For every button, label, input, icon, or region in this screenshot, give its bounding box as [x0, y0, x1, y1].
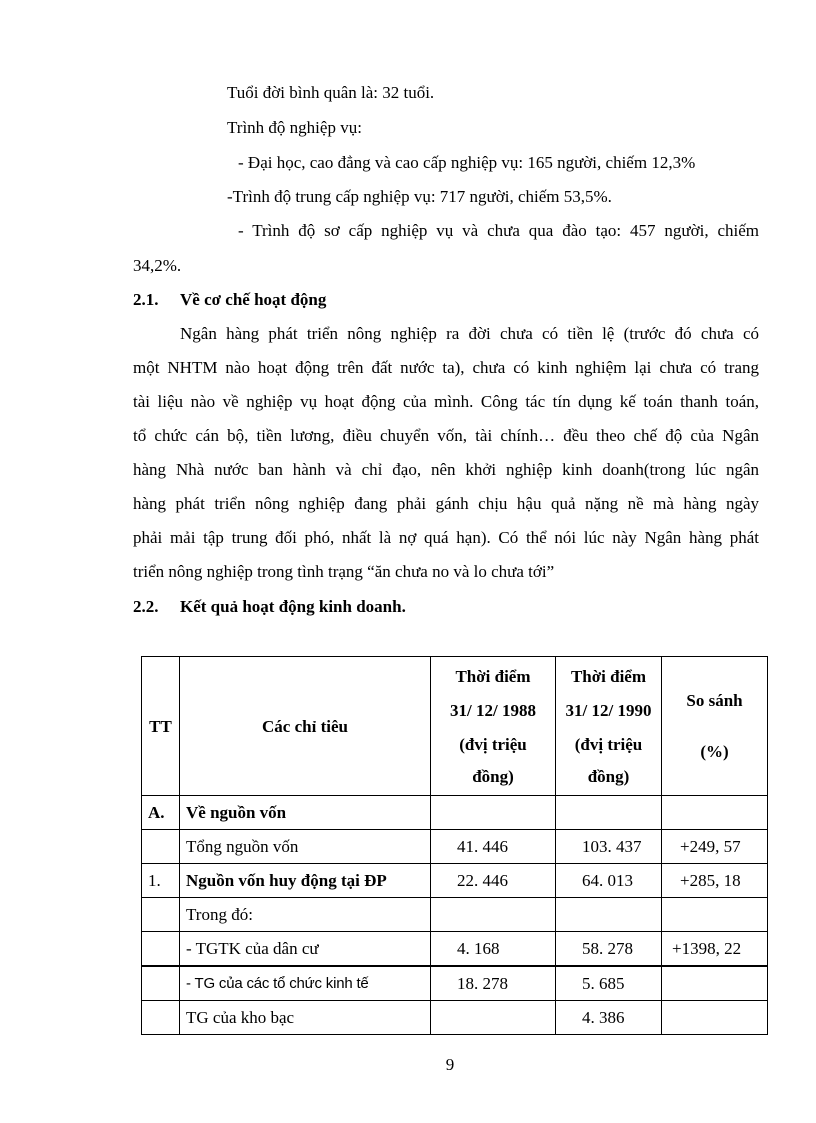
header-tt: TT — [142, 657, 180, 796]
cell-1990: 4. 386 — [556, 1001, 662, 1035]
cell-tt: A. — [142, 796, 180, 830]
cell-label: - TG của các tổ chức kinh tế — [180, 966, 431, 1001]
header-1990-line: Thời điểm — [570, 666, 647, 686]
header-1988-line: 31/ 12/ 1988 — [450, 700, 536, 720]
table-row — [142, 966, 768, 1001]
results-table — [141, 656, 768, 1035]
cell-compare — [662, 966, 768, 1001]
cell-label: - TGTK của dân cư — [180, 932, 431, 967]
skill-line-3a: - Trình độ sơ cấp nghiệp vụ và chưa qua đào tạo: 457 người, chiếm — [238, 221, 759, 240]
table-row — [142, 864, 768, 898]
header-1988 — [431, 657, 556, 796]
cell-1988: 18. 278 — [431, 966, 556, 1001]
table-row — [142, 898, 768, 932]
section-21-title: Về cơ chế hoạt động — [180, 290, 327, 309]
cell-compare — [662, 1001, 768, 1035]
header-1990-line: đồng) — [587, 766, 630, 786]
header-indicator: Các chỉ tiêu — [180, 657, 431, 796]
table-header-row — [142, 657, 768, 796]
table-row — [142, 796, 768, 830]
cell-tt — [142, 966, 180, 1001]
section-21-number: 2.1. — [133, 290, 159, 309]
cell-tt: 1. — [142, 864, 180, 898]
cell-1990 — [556, 796, 662, 830]
cell-1988 — [431, 796, 556, 830]
cell-label: TG của kho bạc — [180, 1001, 431, 1035]
paragraph-line: hàng Nhà nước ban hành và chỉ đạo, nên khởi nghiệp kinh doanh(trong lúc ngân — [133, 460, 759, 479]
section-22-heading — [133, 597, 406, 617]
cell-1988: 4. 168 — [431, 932, 556, 967]
cell-compare — [662, 796, 768, 830]
table-row — [142, 1001, 768, 1035]
page-number: 9 — [445, 1055, 455, 1074]
cell-tt — [142, 1001, 180, 1035]
table-row — [142, 830, 768, 864]
cell-1988 — [431, 898, 556, 932]
paragraph-line: hàng phát triển nông nghiệp đang phải gánh chịu hậu quả nặng nề mà hàng ngày — [133, 494, 759, 513]
paragraph-line: Ngân hàng phát triển nông nghiệp ra đời chưa có tiền lệ (trước đó chưa có — [180, 324, 759, 343]
cell-label: Trong đó: — [180, 898, 431, 932]
header-compare-line: (%) — [700, 742, 729, 761]
section-21-heading — [133, 290, 326, 310]
cell-1990: 103. 437 — [556, 830, 662, 864]
cell-1990: 64. 013 — [556, 864, 662, 898]
cell-1990: 58. 278 — [556, 932, 662, 967]
header-1988-line: (đvị triệu — [459, 734, 527, 754]
cell-compare: +249, 57 — [662, 830, 768, 864]
cell-tt — [142, 932, 180, 967]
cell-compare — [662, 898, 768, 932]
cell-tt — [142, 830, 180, 864]
cell-label: Nguồn vốn huy động tại ĐP — [180, 864, 431, 898]
cell-1990 — [556, 898, 662, 932]
paragraph-line: triển nông nghiệp trong tình trạng “ăn chưa no và lo chưa tới” — [133, 562, 555, 581]
paragraph-line: phải mải tập trung đối phó, nhất là nợ quá hạn). Có thể nói lúc này Ngân hàng phát — [133, 528, 759, 547]
cell-1990: 5. 685 — [556, 966, 662, 1001]
header-1988-line: Thời điểm — [455, 666, 531, 686]
table-row — [142, 932, 768, 967]
paragraph-line: tổ chức cán bộ, tiền lương, điều chuyển vốn, tài chính… đều theo chế độ của Ngân — [133, 426, 759, 445]
header-compare — [662, 657, 768, 796]
section-22-number: 2.2. — [133, 597, 159, 616]
cell-compare: +285, 18 — [662, 864, 768, 898]
paragraph-line: một NHTM nào hoạt động trên đất nước ta), chưa có kinh nghiệm lại chưa có trang — [133, 358, 759, 377]
header-1990 — [556, 657, 662, 796]
section-22-title: Kết quả hoạt động kinh doanh. — [180, 597, 406, 616]
header-1990-line: (đvị triệu — [574, 734, 643, 754]
cell-label: Tổng nguồn vốn — [180, 830, 431, 864]
skill-line-3b: 34,2%. — [133, 256, 182, 275]
header-1990-line: 31/ 12/ 1990 — [565, 700, 652, 720]
cell-compare: +1398, 22 — [662, 932, 768, 967]
skill-line-1: - Đại học, cao đẳng và cao cấp nghiệp vụ: 165 người, chiếm 12,3% — [238, 153, 696, 172]
header-1988-line: đồng) — [472, 766, 514, 786]
cell-1988: 22. 446 — [431, 864, 556, 898]
cell-tt — [142, 898, 180, 932]
cell-label: Về nguồn vốn — [180, 796, 431, 830]
skill-title: Trình độ nghiệp vụ: — [227, 118, 362, 137]
cell-1988: 41. 446 — [431, 830, 556, 864]
paragraph-line: tài liệu nào về nghiệp vụ hoạt động của mình. Công tác tín dụng kế toán thanh toán, — [133, 392, 759, 411]
cell-1988 — [431, 1001, 556, 1035]
skill-line-2: -Trình độ trung cấp nghiệp vụ: 717 người, chiếm 53,5%. — [227, 187, 612, 206]
header-compare-line: So sánh — [686, 691, 743, 710]
age-line: Tuổi đời bình quân là: 32 tuổi. — [227, 83, 435, 102]
